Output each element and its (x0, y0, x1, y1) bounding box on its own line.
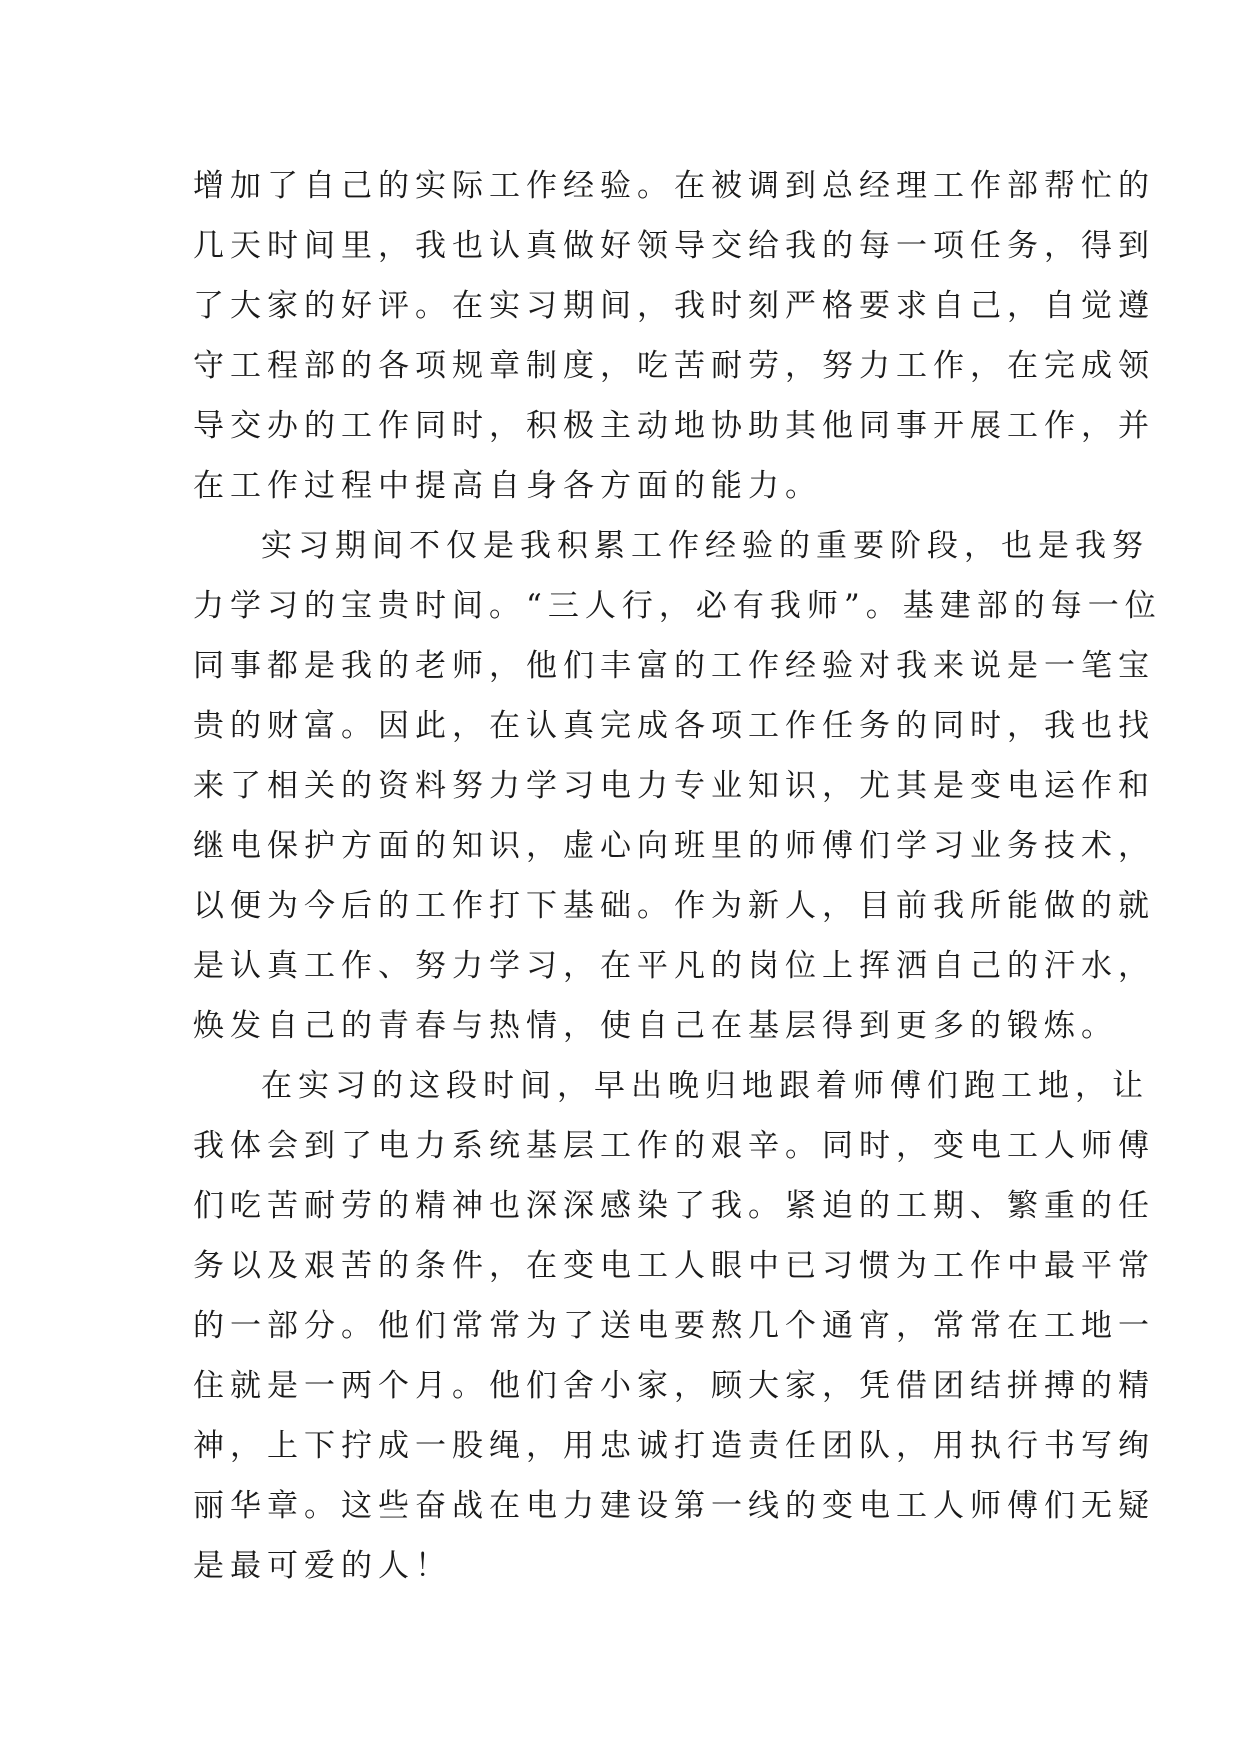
text-line: 焕发自己的青春与热情，使自己在基层得到更多的锻炼。 (193, 1008, 1118, 1044)
paragraph-2 (193, 516, 1162, 1056)
text-line: 力学习的宝贵时间。“三人行，必有我师”。基建部的每一位 (193, 588, 1162, 624)
text-line: 贵的财富。因此，在认真完成各项工作任务的同时，我也找 (193, 708, 1155, 744)
text-line: 几天时间里，我也认真做好领导交给我的每一项任务，得到 (193, 228, 1155, 264)
text-line: 来了相关的资料努力学习电力专业知识，尤其是变电运作和 (193, 768, 1155, 804)
text-line: 务以及艰苦的条件，在变电工人眼中已习惯为工作中最平常 (193, 1248, 1155, 1284)
text-line: 是最可爱的人！ (193, 1548, 452, 1584)
text-line: 在工作过程中提高自身各方面的能力。 (193, 468, 822, 504)
text-line: 增加了自己的实际工作经验。在被调到总经理工作部帮忙的 (193, 168, 1155, 204)
text-line: 同事都是我的老师，他们丰富的工作经验对我来说是一笔宝 (193, 648, 1155, 684)
document-body (193, 156, 1162, 1596)
text-line: 我体会到了电力系统基层工作的艰辛。同时，变电工人师傅 (193, 1128, 1155, 1164)
text-line: 丽华章。这些奋战在电力建设第一线的变电工人师傅们无疑 (193, 1488, 1155, 1524)
text-line: 以便为今后的工作打下基础。作为新人，目前我所能做的就 (193, 888, 1155, 924)
text-line: 神，上下拧成一股绳，用忠诚打造责任团队，用执行书写绚 (193, 1428, 1155, 1464)
text-line: 的一部分。他们常常为了送电要熬几个通宵，常常在工地一 (193, 1308, 1155, 1344)
text-line: 住就是一两个月。他们舍小家，顾大家，凭借团结拼搏的精 (193, 1368, 1155, 1404)
paragraph-3 (193, 1056, 1155, 1596)
text-line: 在实习的这段时间，早出晚归地跟着师傅们跑工地，让 (261, 1068, 1149, 1104)
text-line: 继电保护方面的知识，虚心向班里的师傅们学习业务技术， (193, 828, 1155, 864)
text-line: 导交办的工作同时，积极主动地协助其他同事开展工作，并 (193, 408, 1155, 444)
text-line: 实习期间不仅是我积累工作经验的重要阶段，也是我努 (261, 528, 1149, 564)
text-line: 了大家的好评。在实习期间，我时刻严格要求自己，自觉遵 (193, 288, 1155, 324)
text-line: 守工程部的各项规章制度，吃苦耐劳，努力工作，在完成领 (193, 348, 1155, 384)
text-line: 是认真工作、努力学习，在平凡的岗位上挥洒自己的汗水， (193, 948, 1155, 984)
text-line: 们吃苦耐劳的精神也深深感染了我。紧迫的工期、繁重的任 (193, 1188, 1155, 1224)
paragraph-1 (193, 156, 1155, 516)
